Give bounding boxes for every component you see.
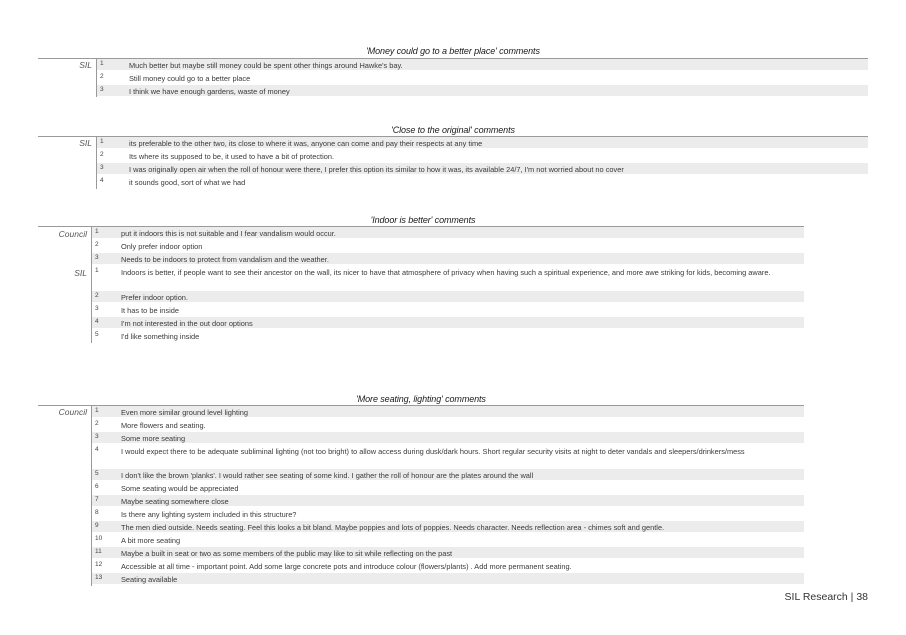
comment-row xyxy=(92,432,804,443)
row-number: 3 xyxy=(100,86,104,93)
comment-row xyxy=(92,317,804,328)
row-number: 5 xyxy=(95,470,99,477)
comment-row xyxy=(92,291,804,302)
row-number: 2 xyxy=(95,420,99,427)
comment-text: I was originally open air when the roll of honour were there, I prefer this option its similar to how it was, its available 24/7, I'm not worried about no cover xyxy=(129,165,624,174)
comment-row xyxy=(92,266,804,289)
comment-row xyxy=(97,59,868,70)
section-title: 'Money could go to a better place' comments xyxy=(366,46,540,56)
comment-row xyxy=(92,419,804,430)
comment-text: Seating available xyxy=(121,575,178,584)
comment-row xyxy=(92,495,804,506)
row-number: 12 xyxy=(95,561,103,568)
comment-text: It has to be inside xyxy=(121,306,179,315)
row-number: 5 xyxy=(95,331,99,338)
row-number: 1 xyxy=(100,138,104,145)
comment-row xyxy=(92,240,804,251)
comment-row xyxy=(97,85,868,96)
comment-text: More flowers and seating. xyxy=(121,421,206,430)
comment-text: put it indoors this is not suitable and I fear vandalism would occur. xyxy=(121,229,336,238)
row-number: 7 xyxy=(95,496,99,503)
row-number: 8 xyxy=(95,509,99,516)
comment-text: Maybe a built in seat or two as some members of the public may like to sit while reflecting on the past xyxy=(121,549,453,558)
comment-text: Some more seating xyxy=(121,434,186,443)
comment-row xyxy=(92,508,804,519)
row-number: 3 xyxy=(95,254,99,261)
row-number: 3 xyxy=(100,164,104,171)
group-label: Council xyxy=(58,407,87,417)
row-number: 9 xyxy=(95,522,99,529)
section-title: 'Indoor is better' comments xyxy=(370,215,476,225)
row-number: 1 xyxy=(95,267,99,274)
row-number: 2 xyxy=(100,73,104,80)
comment-row xyxy=(97,150,868,161)
row-number: 2 xyxy=(100,151,104,158)
comment-text: Is there any lighting system included in this structure? xyxy=(121,510,297,519)
row-number: 10 xyxy=(95,535,103,542)
group-label: SIL xyxy=(79,60,92,70)
comment-text: it sounds good, sort of what we had xyxy=(129,178,246,187)
comment-row xyxy=(92,253,804,264)
comment-text: I'd like something inside xyxy=(121,332,200,341)
row-number: 4 xyxy=(100,177,104,184)
row-number: 2 xyxy=(95,292,99,299)
comment-row xyxy=(92,469,804,480)
comment-row xyxy=(92,482,804,493)
row-number: 11 xyxy=(95,548,102,555)
comment-row xyxy=(97,137,868,148)
comment-row xyxy=(92,573,804,584)
comment-row xyxy=(97,176,868,187)
comment-text: I don't like the brown 'planks'. I would rather see seating of some kind. I gather the roll of honour are the plates around the wall xyxy=(121,471,534,480)
comment-text: Prefer indoor option. xyxy=(121,293,188,302)
comment-text: Even more similar ground level lighting xyxy=(121,408,248,417)
comment-row xyxy=(97,72,868,83)
row-number: 3 xyxy=(95,433,99,440)
section-title: 'More seating, lighting' comments xyxy=(356,394,486,404)
comment-text: its preferable to the other two, its close to where it was, anyone can come and pay their respects at any time xyxy=(129,139,483,148)
row-number: 1 xyxy=(95,228,99,235)
section-title: 'Close to the original' comments xyxy=(391,125,515,135)
comment-text: A bit more seating xyxy=(121,536,181,545)
row-number: 2 xyxy=(95,241,99,248)
comment-text: I would expect there to be adequate subliminal lighting (not too bright) to allow access during dusk/dark hours. Short regular security visits at night to deter vandals and sleepers/drinkers/mess xyxy=(121,447,745,456)
row-number: 4 xyxy=(95,318,99,325)
comment-text: Much better but maybe still money could be spent other things around Hawke's bay. xyxy=(129,61,403,70)
comment-text: Its where its supposed to be, it used to have a bit of protection. xyxy=(129,152,335,161)
comment-row xyxy=(92,521,804,532)
comment-text: Indoors is better, if people want to see their ancestor on the wall, its nicer to have that atmosphere of privacy when having such a spiritual experience, and more awe striking for kids, becoming aware. xyxy=(121,268,771,277)
comment-row xyxy=(92,304,804,315)
comment-text: Maybe seating somewhere close xyxy=(121,497,229,506)
row-number: 3 xyxy=(95,305,99,312)
comment-row xyxy=(92,330,804,341)
comment-row xyxy=(92,547,804,558)
comment-row xyxy=(92,560,804,571)
row-number: 6 xyxy=(95,483,99,490)
group-label: Council xyxy=(58,229,87,239)
group-label: SIL xyxy=(74,268,87,278)
comment-row xyxy=(92,445,804,468)
comment-text: Needs to be indoors to protect from vandalism and the weather. xyxy=(121,255,329,264)
row-number: 1 xyxy=(100,60,104,67)
comment-row xyxy=(92,534,804,545)
row-number: 1 xyxy=(95,407,99,414)
row-number: 13 xyxy=(95,574,103,581)
row-number: 4 xyxy=(95,446,99,453)
comment-text: I'm not interested in the out door options xyxy=(121,319,253,328)
comment-text: I think we have enough gardens, waste of money xyxy=(129,87,290,96)
comment-row xyxy=(92,227,804,238)
comment-row xyxy=(92,406,804,417)
page-footer: SIL Research | 38 xyxy=(784,591,868,603)
group-label: SIL xyxy=(79,138,92,148)
comment-text: The men died outside. Needs seating. Feel this looks a bit bland. Maybe poppies and lots of poppies. Needs character. Needs reflection area - chimes soft and gentle. xyxy=(121,523,665,532)
comment-row xyxy=(97,163,868,174)
comment-text: Still money could go to a better place xyxy=(129,74,251,83)
comment-text: Some seating would be appreciated xyxy=(121,484,239,493)
comment-text: Accessible at all time - important point. Add some large concrete pots and introduce colour (flowers/plants) . Add more permanent seating. xyxy=(121,562,572,571)
comment-text: Only prefer indoor option xyxy=(121,242,203,251)
